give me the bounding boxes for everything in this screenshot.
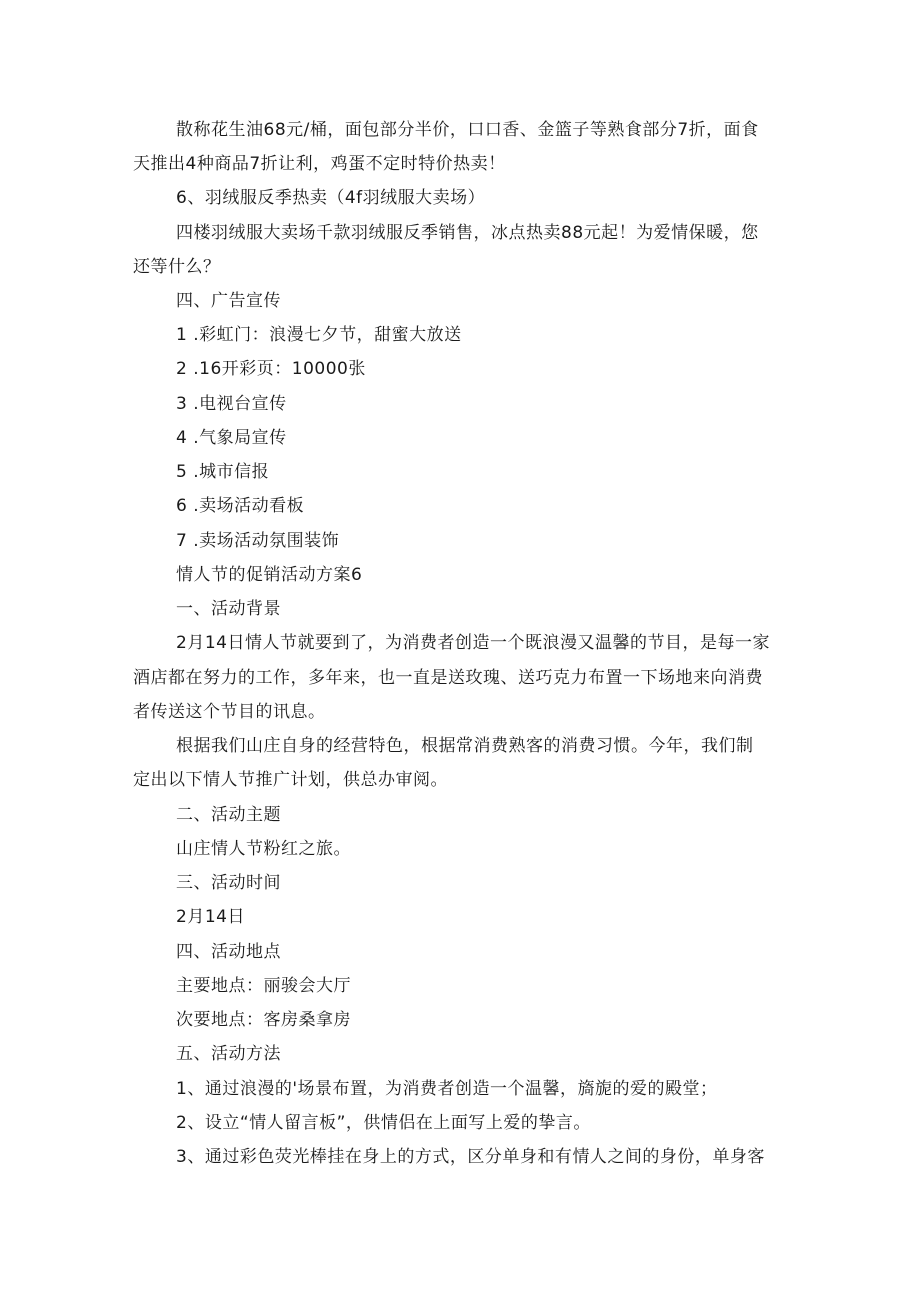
paragraph-line: 2月14日 <box>176 907 245 927</box>
list-item: 3、通过彩色荧光棒挂在身上的方式，区分单身和有情人之间的身份，单身客 <box>176 1147 765 1167</box>
paragraph-line: 四楼羽绒服大卖场千款羽绒服反季销售，冰点热卖88元起！为爱情保暖，您 <box>176 223 759 243</box>
paragraph-line: 次要地点：客房桑拿房 <box>176 1010 351 1030</box>
paragraph-line: 天推出4种商品7折让利，鸡蛋不定时特价热卖！ <box>133 154 506 174</box>
section-heading: 四、广告宣传 <box>176 291 281 311</box>
list-item: 1 .彩虹门：浪漫七夕节，甜蜜大放送 <box>176 325 462 345</box>
list-item: 2 .16开彩页：10000张 <box>176 359 366 379</box>
paragraph-line: 者传送这个节目的讯息。 <box>133 702 326 722</box>
paragraph-line: 酒店都在努力的工作，多年来，也一直是送玫瑰、送巧克力布置一下场地来向消费 <box>133 668 763 688</box>
paragraph-line: 还等什么？ <box>133 257 221 277</box>
section-heading: 三、活动时间 <box>176 873 281 893</box>
list-item: 4 .气象局宣传 <box>176 428 287 448</box>
list-item: 6 .卖场活动看板 <box>176 496 305 516</box>
paragraph-line: 2月14日情人节就要到了，为消费者创造一个既浪漫又温馨的节目，是每一家 <box>176 633 770 653</box>
paragraph-line: 山庄情人节粉红之旅。 <box>176 839 351 859</box>
paragraph-line: 主要地点：丽骏会大厅 <box>176 976 351 996</box>
section-heading: 一、活动背景 <box>176 599 281 619</box>
paragraph-line: 散称花生油68元/桶，面包部分半价，口口香、金篮子等熟食部分7折，面食 <box>176 120 759 140</box>
list-item: 2、设立“情人留言板”，供情侣在上面写上爱的挚言。 <box>176 1113 591 1133</box>
list-item: 1、通过浪漫的'场景布置，为消费者创造一个温馨，旖旎的爱的殿堂； <box>176 1079 718 1099</box>
section-heading: 五、活动方法 <box>176 1044 281 1064</box>
section-heading: 二、活动主题 <box>176 805 281 825</box>
list-item: 3 .电视台宣传 <box>176 394 287 414</box>
document-title: 情人节的促销活动方案6 <box>176 565 363 585</box>
paragraph-line: 根据我们山庄自身的经营特色，根据常消费熟客的消费习惯。今年，我们制 <box>176 736 754 756</box>
list-item: 5 .城市信报 <box>176 462 270 482</box>
list-item: 6、羽绒服反季热卖（4f羽绒服大卖场） <box>176 188 486 208</box>
list-item: 7 .卖场活动氛围装饰 <box>176 531 340 551</box>
paragraph-line: 定出以下情人节推广计划，供总办审阅。 <box>133 770 448 790</box>
section-heading: 四、活动地点 <box>176 942 281 962</box>
